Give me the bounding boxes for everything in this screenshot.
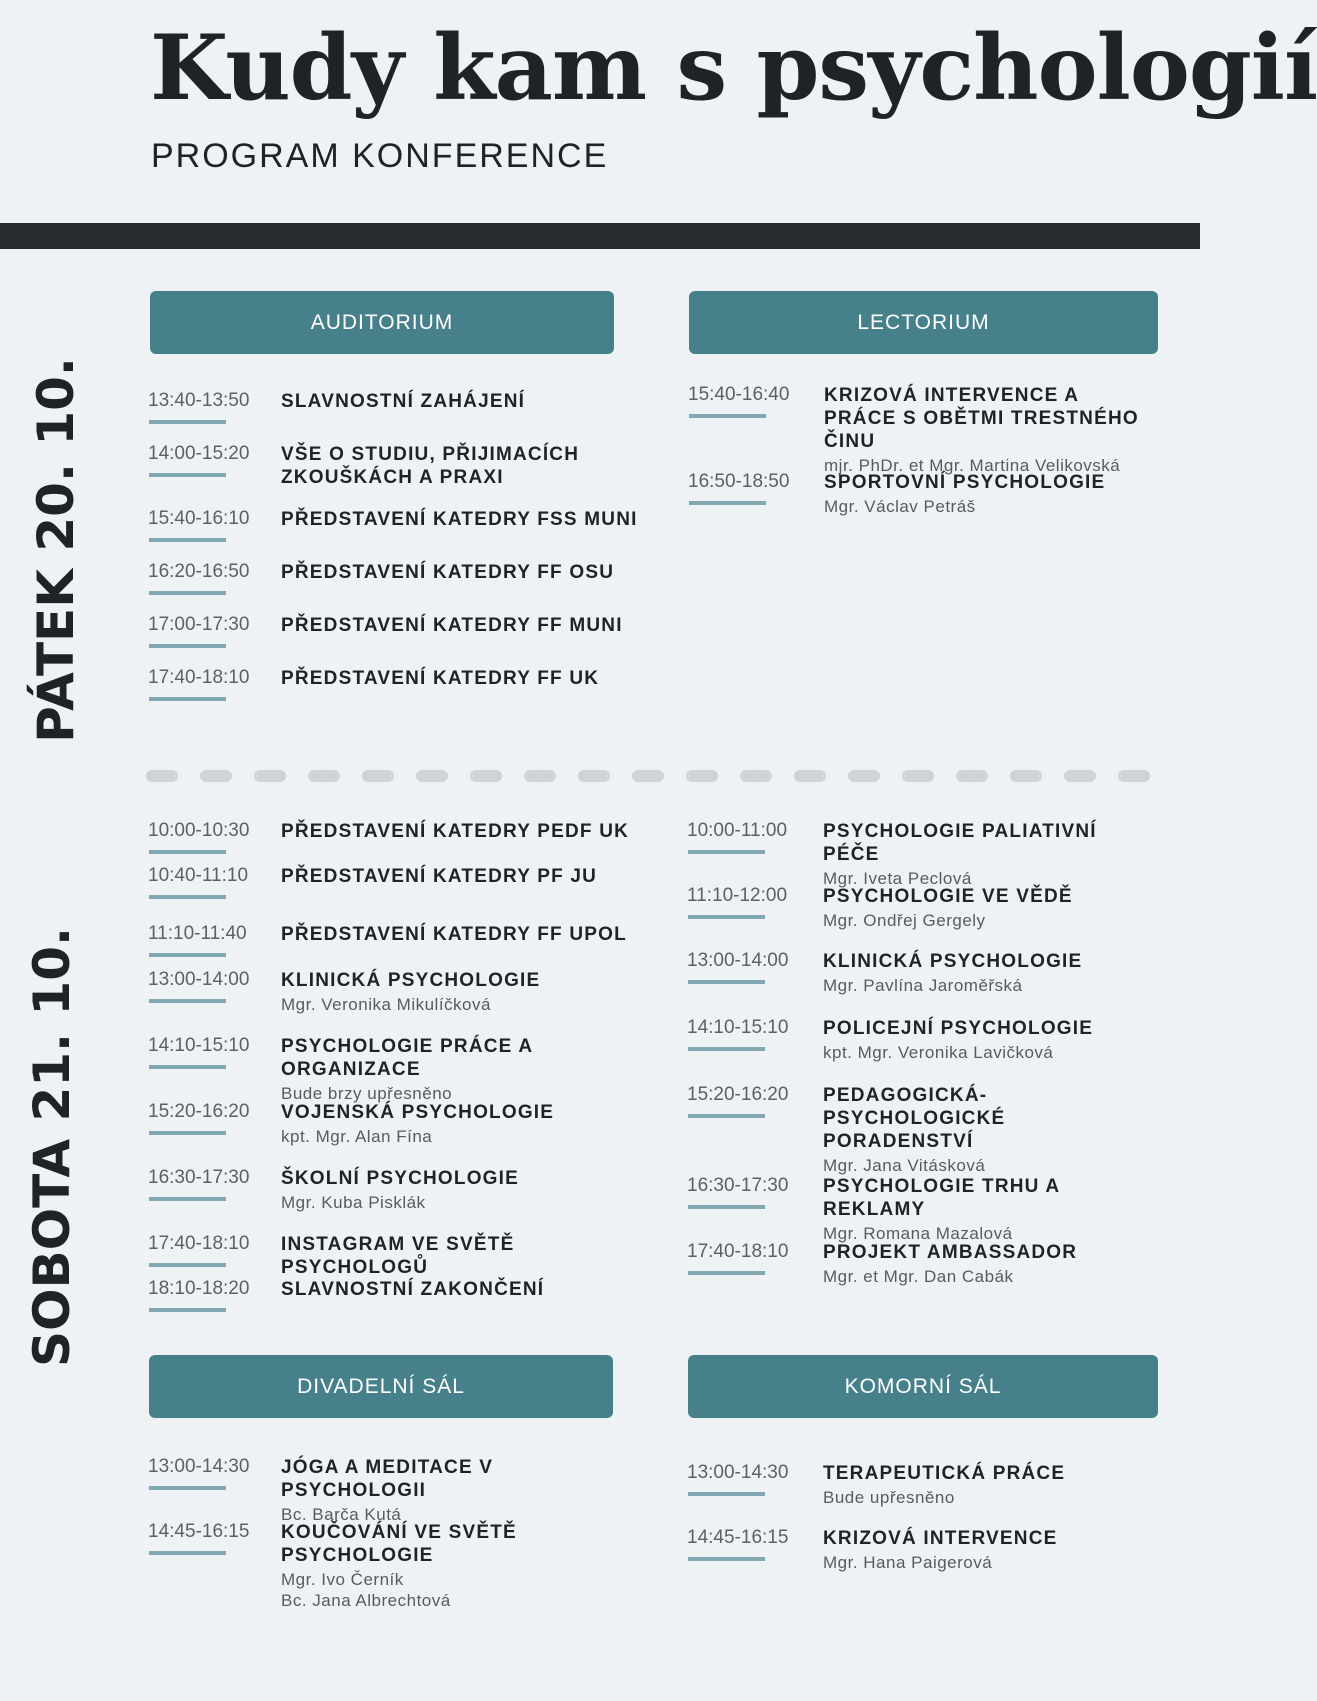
session-title-block (281, 1521, 641, 1611)
day-separator-dashed (146, 770, 1150, 782)
session-title: INSTAGRAM VE SVĚTĚ PSYCHOLOGŮ (281, 1234, 515, 1278)
session-title: PSYCHOLOGIE PALIATIVNÍ PÉČE (823, 821, 1097, 865)
session-speaker: Bude brzy upřesněno (281, 1084, 453, 1103)
time-underline (688, 850, 765, 854)
session-title: PŘEDSTAVENÍ KATEDRY FF UK (281, 668, 600, 689)
time-underline (149, 1065, 226, 1069)
session-speaker: Mgr. Veronika Mikulíčková (281, 995, 491, 1014)
session-time: 13:00-14:30 (687, 1462, 789, 1483)
session-speaker: kpt. Mgr. Veronika Lavičková (823, 1043, 1054, 1062)
session-title-block (281, 390, 641, 413)
session-title: JÓGA A MEDITACE V PSYCHOLOGII (281, 1457, 494, 1501)
session-title: VŠE O STUDIU, PŘIJIMACÍCH ZKOUŠKÁCH A PRAXI (281, 444, 580, 488)
time-underline (149, 1131, 226, 1135)
session-title-block (823, 1175, 1153, 1244)
session-title-block (281, 508, 641, 531)
session-title: KLINICKÁ PSYCHOLOGIE (281, 970, 541, 991)
session-time: 15:20-16:20 (148, 1101, 250, 1122)
room-header-divadelni-sal: DIVADELNÍ SÁL (149, 1355, 613, 1418)
session-time: 17:00-17:30 (148, 614, 250, 635)
session-title-block (823, 1241, 1153, 1287)
session-title-block (281, 969, 641, 1015)
time-underline (689, 414, 766, 418)
session-title: PŘEDSTAVENÍ KATEDRY PEDF UK (281, 821, 630, 842)
room-header-lectorium: LECTORIUM (689, 291, 1158, 354)
time-underline (149, 850, 226, 854)
session-speaker: Mgr. Kuba Pisklák (281, 1193, 426, 1212)
session-title: SLAVNOSTNÍ ZAKONČENÍ (281, 1279, 545, 1300)
session-title-block (281, 1456, 641, 1525)
session-time: 11:10-11:40 (148, 923, 247, 944)
time-underline (688, 1205, 765, 1209)
session-speaker: Mgr. Ondřej Gergely (823, 911, 986, 930)
day-label-saturday: SOBOTA 21. 10. (23, 926, 81, 1368)
session-title: KRIZOVÁ INTERVENCE A PRÁCE S OBĚTMI TRESTNÉHO ČINU (824, 385, 1139, 452)
session-speaker: Mgr. Václav Petráš (824, 497, 976, 516)
time-underline (149, 420, 226, 424)
session-title: ŠKOLNÍ PSYCHOLOGIE (281, 1168, 520, 1189)
time-underline (149, 538, 226, 542)
session-title-block (281, 614, 641, 637)
session-title-block (281, 1101, 641, 1147)
session-title-block (823, 820, 1153, 889)
time-underline (149, 1486, 226, 1490)
time-underline (149, 697, 226, 701)
session-title-block (823, 1462, 1153, 1508)
session-time: 16:50-18:50 (688, 471, 790, 492)
session-speaker: Bc. Jana Albrechtová (281, 1591, 451, 1610)
session-time: 10:40-11:10 (148, 865, 249, 886)
session-time: 13:00-14:30 (148, 1456, 250, 1477)
session-time: 14:00-15:20 (148, 443, 250, 464)
session-time: 10:00-10:30 (148, 820, 250, 841)
session-title-block (281, 561, 641, 584)
session-speaker: Mgr. Pavlína Jaroměřská (823, 976, 1023, 995)
session-time: 14:45-16:15 (687, 1527, 789, 1548)
session-title: SLAVNOSTNÍ ZAHÁJENÍ (281, 391, 526, 412)
page-subtitle: PROGRAM KONFERENCE (151, 137, 609, 175)
session-time: 16:20-16:50 (148, 561, 250, 582)
time-underline (688, 1114, 765, 1118)
session-title-block (281, 1233, 641, 1279)
session-time: 16:30-17:30 (148, 1167, 250, 1188)
session-time: 14:45-16:15 (148, 1521, 250, 1542)
session-title-block (824, 471, 1154, 517)
room-header-komorni-sal: KOMORNÍ SÁL (688, 1355, 1158, 1418)
session-speaker: Bude upřesněno (823, 1488, 955, 1507)
session-title-block (281, 820, 641, 843)
time-underline (149, 1263, 226, 1267)
session-speaker: Mgr. Hana Paigerová (823, 1553, 993, 1572)
time-underline (149, 1197, 226, 1201)
session-title-block (281, 923, 641, 946)
session-speaker: Mgr. Ivo Černík (281, 1570, 404, 1589)
session-time: 14:10-15:10 (687, 1017, 789, 1038)
session-title: PŘEDSTAVENÍ KATEDRY FF UPOL (281, 924, 627, 945)
session-speaker: Bc. Barča Kutá (281, 1505, 402, 1524)
time-underline (149, 473, 226, 477)
session-time: 17:40-18:10 (148, 667, 250, 688)
session-title: KOUČOVÁNÍ VE SVĚTĚ PSYCHOLOGIE (281, 1522, 517, 1566)
session-time: 17:40-18:10 (687, 1241, 789, 1262)
time-underline (149, 895, 226, 899)
session-title-block (281, 443, 641, 489)
session-speaker: kpt. Mgr. Alan Fína (281, 1127, 433, 1146)
session-time: 18:10-18:20 (148, 1278, 250, 1299)
time-underline (688, 1271, 765, 1275)
session-time: 17:40-18:10 (148, 1233, 250, 1254)
session-time: 15:40-16:40 (688, 384, 790, 405)
session-title-block (823, 1084, 1153, 1176)
session-title: KLINICKÁ PSYCHOLOGIE (823, 951, 1083, 972)
session-title: POLICEJNÍ PSYCHOLOGIE (823, 1018, 1094, 1039)
time-underline (688, 1047, 765, 1051)
time-underline (688, 1557, 765, 1561)
session-title-block (281, 865, 641, 888)
session-title: PSYCHOLOGIE VE VĚDĚ (823, 886, 1073, 907)
session-title: PEDAGOGICKÁ-PSYCHOLOGICKÉ PORADENSTVÍ (823, 1085, 1006, 1152)
session-speaker: Mgr. Romana Mazalová (823, 1224, 1013, 1243)
page-title: Kudy kam s psychologií (150, 15, 1317, 121)
room-header-auditorium: AUDITORIUM (150, 291, 614, 354)
day-label-friday: PÁTEK 20. 10. (27, 357, 85, 743)
time-underline (149, 1551, 226, 1555)
time-underline (689, 501, 766, 505)
session-title-block (281, 1035, 641, 1104)
time-underline (688, 915, 765, 919)
session-title-block (281, 667, 641, 690)
session-title: PSYCHOLOGIE PRÁCE A ORGANIZACE (281, 1036, 533, 1080)
session-time: 15:20-16:20 (687, 1084, 789, 1105)
session-title-block (824, 384, 1154, 476)
session-speaker: Mgr. et Mgr. Dan Cabák (823, 1267, 1014, 1286)
session-title: KRIZOVÁ INTERVENCE (823, 1528, 1058, 1549)
session-title-block (823, 1527, 1153, 1573)
time-underline (688, 980, 765, 984)
session-title: PŘEDSTAVENÍ KATEDRY FSS MUNI (281, 509, 638, 530)
session-time: 15:40-16:10 (148, 508, 250, 529)
session-time: 13:00-14:00 (148, 969, 250, 990)
session-title-block (823, 1017, 1153, 1063)
time-underline (149, 591, 226, 595)
time-underline (149, 953, 226, 957)
session-title: TERAPEUTICKÁ PRÁCE (823, 1463, 1066, 1484)
header-divider-bar (0, 223, 1200, 249)
session-speaker: Mgr. Jana Vitásková (823, 1156, 986, 1175)
session-title: PŘEDSTAVENÍ KATEDRY PF JU (281, 866, 598, 887)
time-underline (149, 644, 226, 648)
session-title-block (281, 1278, 641, 1301)
session-time: 16:30-17:30 (687, 1175, 789, 1196)
time-underline (149, 1308, 226, 1312)
session-time: 10:00-11:00 (687, 820, 788, 841)
session-title: SPORTOVNÍ PSYCHOLOGIE (824, 472, 1106, 493)
session-time: 13:00-14:00 (687, 950, 789, 971)
time-underline (149, 999, 226, 1003)
session-title: PROJEKT AMBASSADOR (823, 1242, 1078, 1263)
session-title: PSYCHOLOGIE TRHU A REKLAMY (823, 1176, 1060, 1220)
session-title: PŘEDSTAVENÍ KATEDRY FF OSU (281, 562, 615, 583)
session-title-block (823, 885, 1153, 931)
time-underline (688, 1492, 765, 1496)
session-time: 11:10-12:00 (687, 885, 788, 906)
session-title-block (281, 1167, 641, 1213)
session-time: 13:40-13:50 (148, 390, 250, 411)
session-speaker: Mgr. Iveta Peclová (823, 869, 972, 888)
session-speaker: mjr. PhDr. et Mgr. Martina Velikovská (824, 456, 1121, 475)
session-title: PŘEDSTAVENÍ KATEDRY FF MUNI (281, 615, 623, 636)
session-time: 14:10-15:10 (148, 1035, 250, 1056)
session-title-block (823, 950, 1153, 996)
session-title: VOJENSKÁ PSYCHOLOGIE (281, 1102, 555, 1123)
